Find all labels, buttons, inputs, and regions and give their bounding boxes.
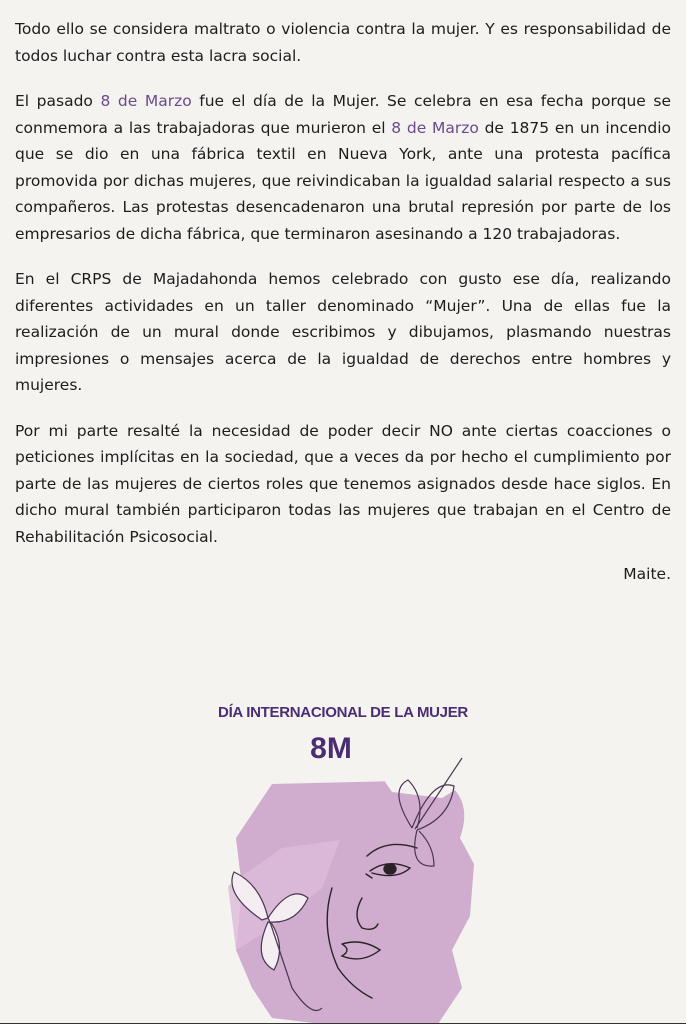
paragraph-2	[15, 88, 671, 247]
paragraph-1: Todo ello se considera maltrato o violencia contra la mujer. Y es responsabilidad de todos luchar contra esta lacra social.	[15, 20, 671, 65]
poster-title: DÍA INTERNACIONAL DE LA MUJER	[218, 704, 468, 721]
paragraph-2-start: El pasado	[15, 92, 101, 110]
signature: Maite.	[623, 565, 671, 583]
paragraph-2-end: de 1875 en un incendio que se dio en una fábrica textil en Nueva York, ante una protesta pacífica promovida por dichas mujeres, que reivindicaban la igualdad salarial respecto a sus compañeros. Las protestas desencadenaron una brutal represión por parte de los empresarios de dicha fábrica, que terminaron asesinando a 120 trabajadoras.	[15, 118, 671, 243]
date-highlight-1: 8 de Marzo	[100, 92, 192, 110]
poster-8m-label: 8M	[310, 732, 352, 765]
paragraph-2-middle: fue el día de la Mujer. Se celebra en esa fecha porque se conmemora a las trabajadoras que murieron el	[15, 92, 671, 137]
paragraph-3: En el CRPS de Majadahonda hemos celebrado con gusto ese día, realizando diferentes actividades en un taller denominado “Mujer”. Una de ellas fue la realización de un mural donde escribimos y dibujamos, plasmando nuestras impresiones o mensajes acerca de la igualdad de derechos entre hombres y mujeres.	[15, 270, 671, 394]
article-body	[15, 16, 671, 607]
paragraph-4: Por mi parte resalté la necesidad de poder decir NO ante ciertas coacciones o peticiones implícitas en la sociedad, que a veces da por hecho el cumplimiento por parte de las mujeres de ciertos roles que tenemos asignados desde hace siglos. En dicho mural también participaron todas las mujeres que trabajan en el Centro de Rehabilitación Psicosocial.	[15, 421, 671, 546]
date-highlight-2: 8 de Marzo	[391, 118, 479, 137]
womens-day-poster	[212, 688, 494, 1024]
